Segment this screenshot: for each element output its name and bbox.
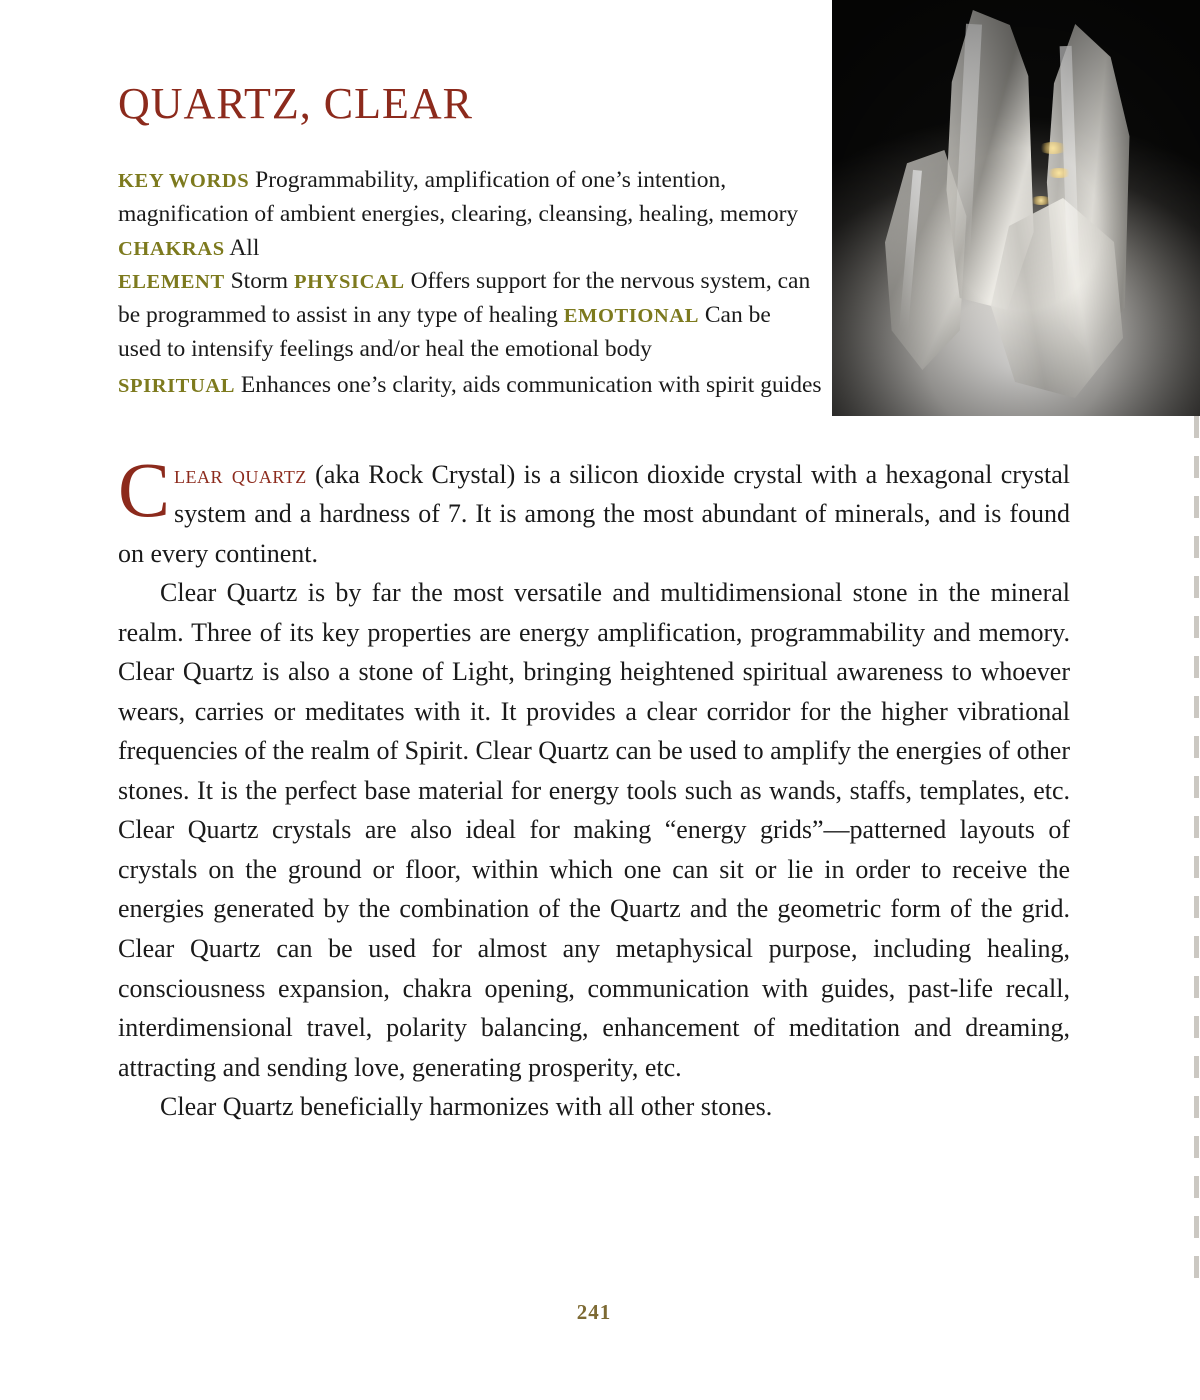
key-properties-spiritual [118,369,1070,403]
page-edge-tick [1194,976,1199,998]
page-edge-tick [1194,1256,1199,1278]
spiritual-label: SPIRITUAL [118,374,236,397]
paragraph-2: Clear Quartz is by far the most versatile and multidimensional stone in the mineral realm. Three of its key properties are energy amplification, programmability and memory. Clear Quartz is also a stone of Light, bringing heightened spiritual awareness to whoever wears, carries or meditates with it. It provides a clear corridor for the higher vibrational frequencies of the realm of Spirit. Clear Quartz can be used to amplify the energies of other stones. It is the perfect base material for energy tools such as wands, staffs, templates, etc. Clear Quartz crystals are also ideal for making “energy grids”—patterned layouts of crystals on the ground or floor, within which one can sit or lie in order to receive the energies generated by the combination of the Quartz and the geometric form of the grid. Clear Quartz can be used for almost any metaphysical purpose, including healing, consciousness expansion, chakra opening, communication with guides, past-life recall, interdimensional travel, polarity balancing, enhancement of meditation and dreaming, attracting and sending love, generating prosperity, etc. [118,578,1070,1082]
page-edge-tick [1194,776,1199,798]
page-edge-tick [1194,816,1199,838]
page-edge-tick [1194,1216,1199,1238]
page-edge-tick [1194,1176,1199,1198]
emotional-label: EMOTIONAL [563,305,699,328]
drop-cap: C [118,445,171,533]
paragraph-1-text: (aka Rock Crystal) is a silicon dioxide crystal with a hexagonal crystal system and a hardness of 7. It is among the most abundant of minerals, and is found on every continent. [118,459,1070,568]
page-edge-tick [1194,736,1199,758]
paragraph-1 [118,445,1070,574]
physical-label: PHYSICAL [293,271,405,294]
paragraph-3: Clear Quartz beneficially harmonizes with all other stones. [160,1092,773,1122]
chakras-value: All [229,234,260,261]
page-edge-tick [1194,1056,1199,1078]
page-edge-tick [1194,856,1199,878]
page-edge-tick [1194,416,1199,438]
physical-value: Offers support for the nervous system, can be programmed to assist in any type of healing [118,268,811,329]
emotional-value: Can be used to intensify feelings and/or heal the emotional body [118,302,771,363]
lead-small-caps: lear quartz [174,459,307,489]
page-title: QUARTZ, CLEAR [118,79,474,128]
key-properties-block [118,164,818,367]
page-edge-tick [1194,496,1199,518]
page-content [118,0,1070,1324]
page-edge-tick [1194,696,1199,718]
page-number: 241 [576,1300,612,1324]
page-edge-tick [1194,1096,1199,1118]
page-edge-tick [1194,536,1199,558]
spiritual-value: Enhances one’s clarity, aids communication with spirit guides [240,371,822,398]
page-edge-tick [1194,576,1199,598]
chakras-label: CHAKRAS [118,237,225,260]
page-edge-tick [1194,656,1199,678]
element-value: Storm [230,268,289,295]
page-edge-tick [1194,1136,1199,1158]
key-words-value: Programmability, amplification of one’s intention, magnification of ambient energies, clearing, cleansing, healing, memory [118,167,799,227]
page-edge-tick [1194,936,1199,958]
page-edge-tick [1194,616,1199,638]
page-edge-tick [1194,1016,1199,1038]
article-body [118,445,1070,1127]
page-edge-tick [1194,456,1199,478]
key-words-label: KEY WORDS [118,170,250,192]
element-label: ELEMENT [118,271,225,294]
page-edge-tick [1194,896,1199,918]
page-edge-ticks [1190,416,1200,1286]
